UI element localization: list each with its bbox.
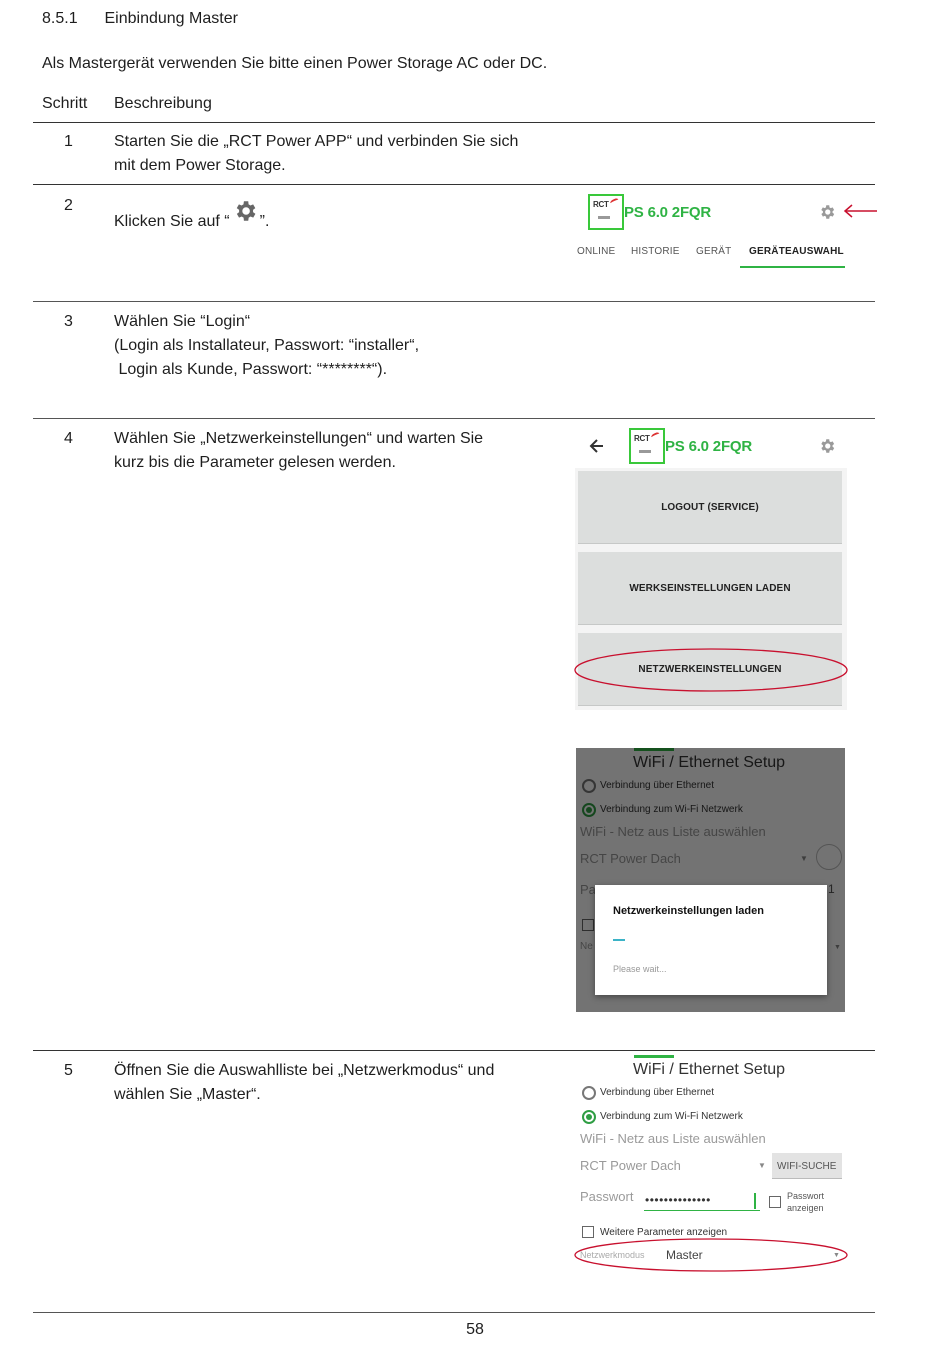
step-3-line-3: Login als Kunde, Passwort: “********“). — [114, 361, 388, 378]
tab-online[interactable]: ONLINE — [577, 246, 616, 257]
wifi-search-label: WIFI-SUCHE — [777, 1161, 837, 1172]
rct-logo — [629, 428, 665, 464]
step-5-line-2: wählen Sie „Master“. — [114, 1086, 261, 1103]
progress-indicator — [613, 939, 625, 941]
wifi-search-button[interactable] — [772, 1153, 842, 1179]
text-cursor — [754, 1193, 756, 1209]
step-3-number: 3 — [64, 313, 73, 330]
step-2-text — [114, 210, 269, 234]
step-3-line-1: Wählen Sie “Login“ — [114, 313, 251, 330]
network-mode-select[interactable]: Master — [666, 1248, 703, 1262]
logo-bar — [639, 450, 651, 453]
logo-swoosh-icon — [609, 197, 619, 205]
top-accent — [634, 1055, 674, 1058]
step-3-line-2: (Login als Installateur, Passwort: “installer“, — [114, 337, 420, 354]
network-mode-label: Netzwerkmodus — [580, 1250, 645, 1260]
col-header-step: Schritt — [42, 95, 88, 112]
network-dropdown-arrow-icon[interactable]: ▼ — [758, 1161, 766, 1170]
password-value: •••••••••••••• — [645, 1193, 711, 1207]
page-number: 58 — [466, 1321, 484, 1338]
gear-icon — [230, 216, 260, 226]
step-5-number: 5 — [64, 1062, 73, 1079]
step-1-line-2: mit dem Power Storage. — [114, 157, 286, 174]
logo-text: RCT — [593, 200, 609, 209]
radio-wifi[interactable] — [582, 1110, 596, 1124]
password-label: Passwort — [580, 1189, 634, 1204]
show-password-label — [787, 1190, 824, 1214]
password-field[interactable] — [644, 1191, 760, 1211]
loading-dialog — [595, 885, 827, 995]
show-password-label-line-2: anzeigen — [787, 1203, 824, 1213]
intro-text: Als Mastergerät verwenden Sie bitte einen Power Storage AC oder DC. — [42, 55, 548, 72]
network-select[interactable]: RCT Power Dach — [580, 1158, 681, 1173]
logo-swoosh-icon — [650, 431, 660, 439]
loading-dialog-screenshot — [576, 748, 845, 1012]
app-header-screenshot — [575, 190, 847, 272]
step-2-text-before: Klicken Sie auf “ — [114, 213, 230, 230]
row-rule-3 — [33, 418, 875, 419]
step-2-text-after: ”. — [259, 213, 270, 230]
step-5-line-1: Öffnen Sie die Auswahlliste bei „Netzwerkmodus“ und — [114, 1062, 495, 1079]
section-heading — [42, 7, 238, 31]
option-wifi-label: Verbindung zum Wi-Fi Netzwerk — [600, 1111, 743, 1122]
row-rule-4 — [33, 1050, 875, 1051]
logo-bar — [598, 216, 610, 219]
settings-gear-icon[interactable] — [818, 437, 836, 455]
device-name: PS 6.0 2FQR — [665, 438, 753, 455]
row-rule-1 — [33, 184, 875, 185]
row-rule-5 — [33, 1312, 875, 1313]
row-rule-2 — [33, 301, 875, 302]
back-arrow-icon[interactable] — [589, 438, 605, 454]
logout-service-button[interactable] — [578, 471, 842, 544]
show-password-checkbox[interactable] — [769, 1196, 781, 1208]
highlight-ellipse-netzwerkmodus — [571, 1235, 851, 1275]
tab-historie[interactable]: HISTORIE — [631, 246, 680, 257]
radio-ethernet[interactable] — [582, 1086, 596, 1100]
dialog-title: Netzwerkeinstellungen laden — [613, 905, 764, 917]
section-title: Einbindung Master — [104, 10, 238, 27]
werkseinstellungen-laden-button[interactable] — [578, 552, 842, 625]
device-name: PS 6.0 2FQR — [624, 204, 712, 221]
red-arrow-icon — [842, 204, 878, 218]
settings-gear-icon[interactable] — [818, 203, 836, 221]
logout-service-label: LOGOUT (SERVICE) — [661, 502, 759, 513]
werkseinstellungen-label: WERKSEINSTELLUNGEN LADEN — [629, 583, 791, 594]
dialog-wait-text: Please wait... — [613, 964, 667, 974]
netzwerkeinstellungen-label: NETZWERKEINSTELLUNGEN — [638, 664, 782, 675]
rct-logo — [588, 194, 624, 230]
step-2-number: 2 — [64, 197, 73, 214]
option-ethernet-label: Verbindung über Ethernet — [600, 1087, 714, 1098]
tab-geraeteauswahl[interactable]: GERÄTEAUSWAHL — [749, 246, 844, 257]
step-4-number: 4 — [64, 430, 73, 447]
more-params-label: Weitere Parameter anzeigen — [600, 1227, 728, 1238]
show-password-label-line-1: Passwort — [787, 1191, 825, 1201]
step-1-line-1: Starten Sie die „RCT Power APP“ und verbinden Sie sich — [114, 133, 519, 150]
highlight-ellipse-netzwerk — [571, 645, 851, 695]
wifi-list-label: WiFi - Netz aus Liste auswählen — [580, 1131, 766, 1146]
tab-geraet[interactable]: GERÄT — [696, 246, 732, 257]
active-tab-underline — [740, 266, 845, 268]
col-header-description: Beschreibung — [114, 95, 212, 112]
step-1-number: 1 — [64, 133, 73, 150]
step-4-line-1: Wählen Sie „Netzwerkeinstellungen“ und warten Sie — [114, 430, 484, 447]
network-mode-dropdown-arrow-icon[interactable]: ▼ — [833, 1252, 840, 1259]
setup-title: WiFi / Ethernet Setup — [633, 1061, 786, 1078]
table-header-rule — [33, 122, 875, 123]
section-number: 8.5.1 — [42, 10, 78, 27]
step-4-line-2: kurz bis die Parameter gelesen werden. — [114, 454, 396, 471]
logo-text: RCT — [634, 434, 650, 443]
